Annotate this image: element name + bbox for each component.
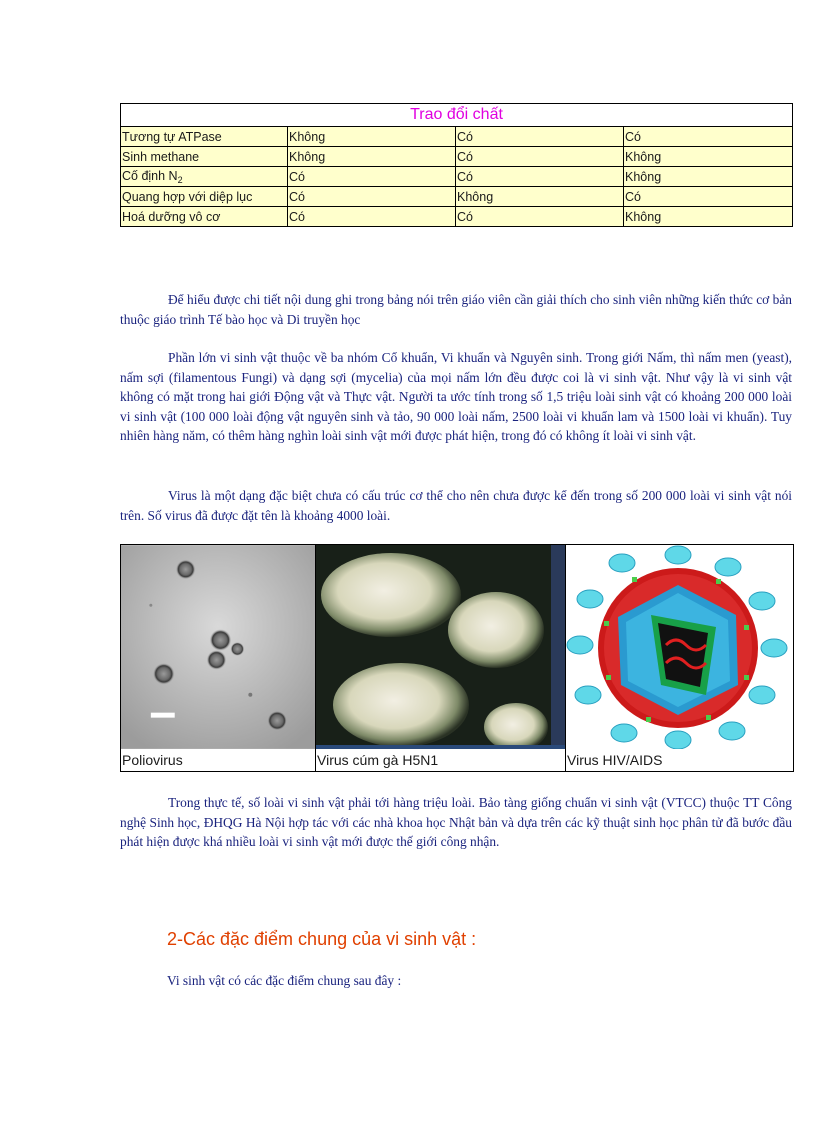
paragraph-microbe-groups: Phần lớn vi sinh vật thuộc về ba nhóm Cổ khuẩn, Vi khuẩn và Nguyên sinh. Trong giới Nấm, thì nấm men (yeast), nấm sợi (filamentous Fungi) và dạng sợi (mycelia) của mọi nấm lớn đều được coi là vi sinh vật. Như vậy là vi sinh vật không có mặt trong hai giới Động vật và Thực vật. Người ta ước tính trong số 1,5 triệu loài sinh vật có khoảng 200 000 loài vi sinh vật (100 000 loài động vật nguyên sinh và tảo, 90 000 loài nấm, 2500 loài vi khuẩn lam và 1500 loài vi khuẩn). Tuy nhiên hàng năm, có thêm hàng nghìn loài sinh vật mới được phát hiện, trong đó có không ít loài vi sinh vật. <box>120 350 792 443</box>
caption-hiv: Virus HIV/AIDS <box>567 752 663 768</box>
table-title-row <box>121 104 793 127</box>
table-cell: Có <box>456 127 624 147</box>
hiv-image <box>566 545 793 749</box>
caption-poliovirus: Poliovirus <box>122 752 183 768</box>
table-cell: Không <box>624 167 793 187</box>
row-label-text: Cố định N <box>122 169 178 183</box>
table-cell: Có <box>288 207 456 227</box>
row-label: Sinh methane <box>121 147 288 167</box>
section-heading: 2-Các đặc điểm chung của vi sinh vật : <box>167 929 477 949</box>
table-cell: Không <box>288 127 456 147</box>
caption-h5n1: Virus cúm gà H5N1 <box>317 752 439 768</box>
table-row <box>121 167 793 187</box>
table-title: Trao đổi chất <box>121 104 793 127</box>
figure-cell-poliovirus <box>121 545 316 772</box>
table-row <box>121 147 793 167</box>
poliovirus-micrograph <box>121 545 315 749</box>
table-cell: Có <box>456 207 624 227</box>
row-label: Quang hợp với diệp lục <box>121 187 288 207</box>
table-cell: Có <box>456 167 624 187</box>
h5n1-micrograph <box>316 545 565 749</box>
table-cell: Không <box>624 147 793 167</box>
table-row <box>121 187 793 207</box>
table-cell: Không <box>288 147 456 167</box>
table-cell: Có <box>456 147 624 167</box>
virus-figure-table <box>120 544 794 772</box>
h5n1-image <box>316 545 565 749</box>
paragraph-virus: Virus là một dạng đặc biệt chưa có cấu trúc cơ thể cho nên chưa được kể đến trong số 200 000 loài vi sinh vật nói trên. Số virus đã được đặt tên là khoảng 4000 loài. <box>120 488 792 523</box>
table-cell: Không <box>624 207 793 227</box>
table-row <box>121 127 793 147</box>
table-row <box>121 207 793 227</box>
poliovirus-image <box>121 545 315 749</box>
figure-cell-h5n1 <box>316 545 566 772</box>
hiv-diagram <box>566 545 793 749</box>
table-cell: Không <box>456 187 624 207</box>
row-label-subscript: 2 <box>177 175 183 185</box>
metabolism-table <box>120 103 793 227</box>
figure-cell-hiv <box>566 545 794 772</box>
table-cell: Có <box>288 187 456 207</box>
row-label <box>121 167 288 187</box>
section-lead-text: Vi sinh vật có các đặc điểm chung sau đây : <box>167 973 402 988</box>
paragraph-intro: Để hiểu được chi tiết nội dung ghi trong bảng nói trên giáo viên cần giải thích cho sinh viên những kiến thức cơ bản thuộc giáo trình Tế bào học và Di truyền học <box>120 292 792 327</box>
paragraph-vtcc: Trong thực tế, số loài vi sinh vật phải tới hàng triệu loài. Bảo tàng giống chuẩn vi sinh vật (VTCC) thuộc TT Công nghệ Sinh học, ĐHQG Hà Nội hợp tác với các nhà khoa học Nhật bản và dựa trên các kỹ thuật sinh học phân tử đã bước đầu phát hiện được khá nhiều loài vi sinh vật mới được thế giới công nhận. <box>120 795 792 849</box>
table-cell: Có <box>288 167 456 187</box>
table-cell: Có <box>624 187 793 207</box>
row-label: Tương tự ATPase <box>121 127 288 147</box>
table-cell: Có <box>624 127 793 147</box>
row-label: Hoá dưỡng vô cơ <box>121 207 288 227</box>
